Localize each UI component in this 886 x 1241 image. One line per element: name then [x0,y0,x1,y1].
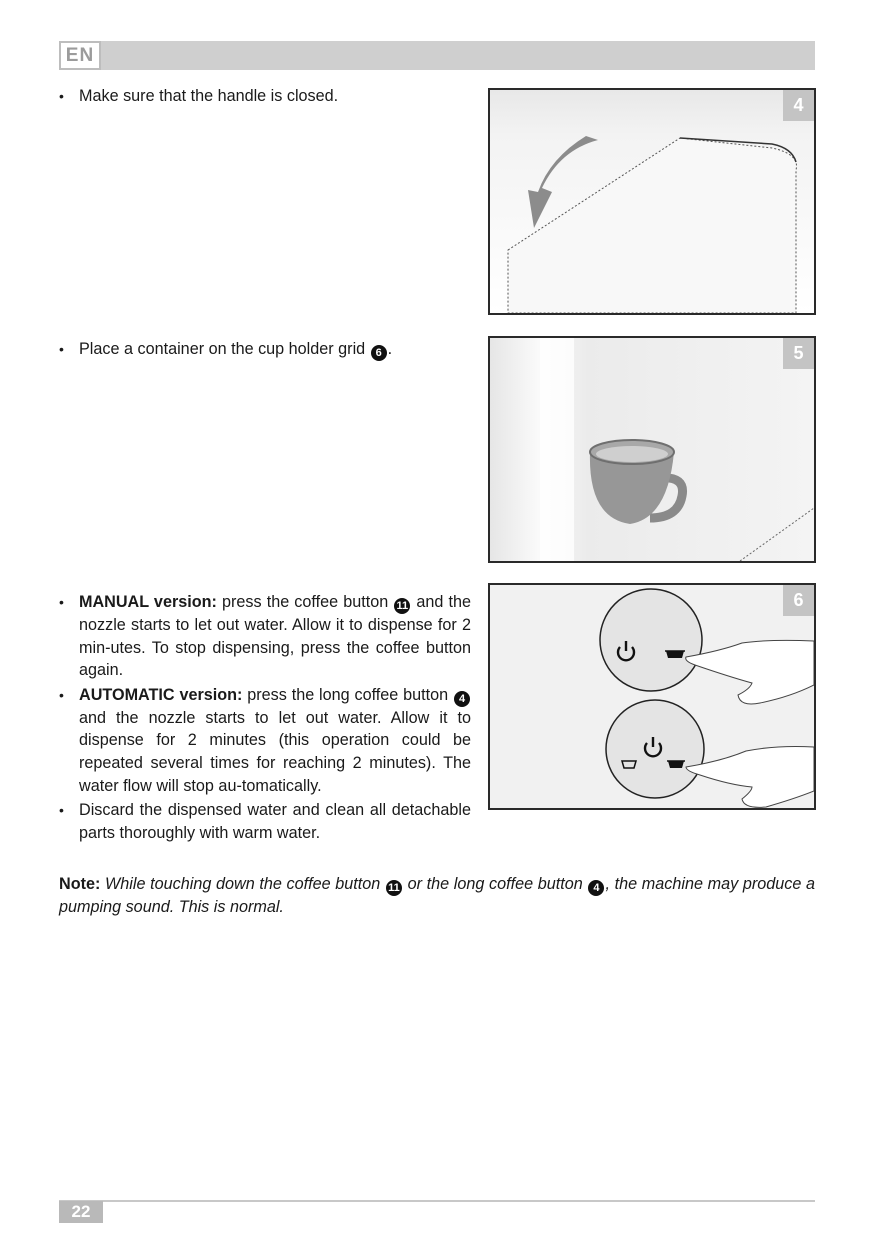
note-text: While touching down the coffee button [100,875,381,893]
bullet-text: Place a container on the cup holder grid [79,340,366,358]
coffee-cup-icon [665,651,685,658]
figure-number-badge: 4 [783,90,814,121]
figure-number-badge: 6 [783,585,814,616]
long-coffee-cup-icon [667,761,685,768]
note-label: Note: [59,875,101,893]
bullet-text-end: and the nozzle starts to let out water. Allow it to dispense for 2 minutes (this operation could be repeated several times for reaching 2 minutes). The water flow will stop au-tomatically. [79,708,471,795]
coffee-buttons-illustration [490,585,814,808]
figure-number-badge: 5 [783,338,814,369]
reference-number-icon: 6 [371,345,387,361]
bullet-text: press the coffee button [216,593,389,611]
bullet-text-end: . [387,340,393,358]
reference-number-icon: 4 [588,880,604,896]
cup-on-grid-illustration [490,338,814,561]
footer-divider [59,1200,815,1202]
handle-closed-illustration [490,90,814,313]
reference-number-icon: 4 [454,691,470,707]
bullet-item [59,338,471,361]
bullet-item-automatic [59,684,471,797]
bullet-item-discard [59,799,471,844]
note-text: or the long coffee button [402,875,583,893]
bullet-text: press the long coffee button [242,685,449,704]
bullet-item [59,85,471,108]
bullet-lead: MANUAL version: [79,593,217,611]
note-text: , the machine may produce a pumping sound. This is normal. [59,875,815,916]
bullet-item-manual [59,591,471,682]
figure-5-cup-illustration [488,336,816,563]
page-number: 22 [59,1201,103,1223]
language-label: EN [59,41,101,70]
figure-4-handle-illustration [488,88,816,315]
bullet-text-end: and the nozzle starts to let out water. Allow it to dispense for 2 min-utes. To stop dispensing, press the coffee button again. [79,593,472,680]
bullet-text: Discard the dispensed water and clean all detachable parts thoroughly with warm water. [79,801,471,842]
note-paragraph [59,873,815,919]
reference-number-icon: 11 [386,880,402,896]
figure-6-buttons-illustration [488,583,816,810]
step-dispense-water [59,591,471,846]
header-bar [59,41,815,70]
bullet-text: Make sure that the handle is closed. [79,87,339,105]
automatic-control-panel [606,700,704,798]
step-handle-closed [59,85,471,110]
bullet-lead: AUTOMATIC version: [79,685,243,704]
step-place-container [59,338,471,363]
manual-control-panel [600,589,702,691]
reference-number-icon: 11 [394,598,410,614]
